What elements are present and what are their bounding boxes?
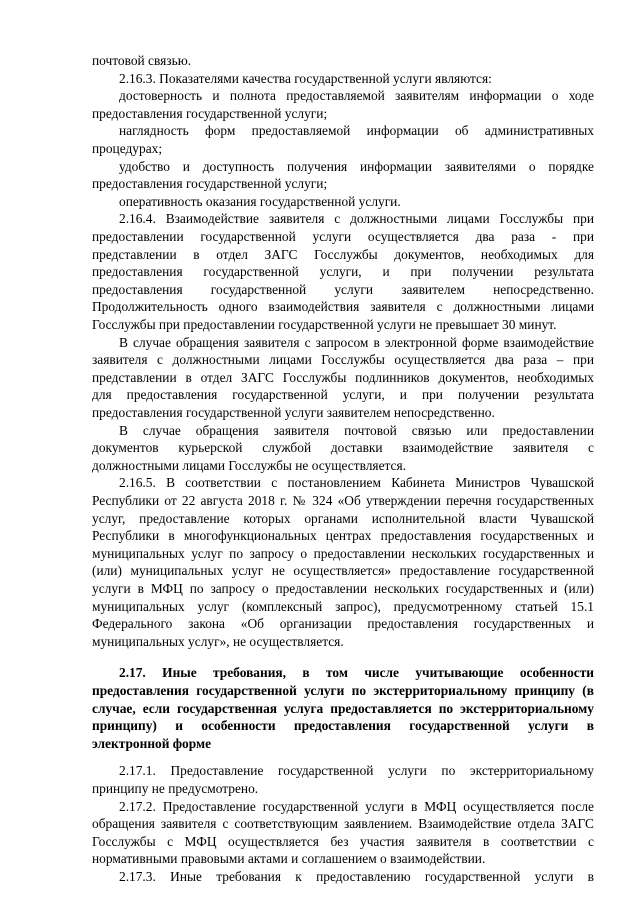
text-line: 2.16.5. В соответствии с постановлением Кабинета Министров Чувашской — [119, 475, 594, 491]
text-line: предоставления государственной услуги; — [92, 176, 328, 192]
text-line: 2.17.1. Предоставление государственной услуги по экстерриториальному — [119, 763, 594, 779]
section-heading-line: предоставления государственной услуги по экстерриториальному принципу (в — [92, 683, 594, 698]
text-line: Госслужбы с МФЦ осуществляется без участия заявителя в соответствии с — [92, 833, 594, 849]
text-line: Продолжительность одного взаимодействия заявителя с должностными лицами — [92, 299, 594, 315]
text-line: почтовой связью. — [92, 53, 192, 68]
text-line: предоставлении государственной услуги осуществляется два раза - при — [92, 229, 594, 244]
section-heading-line: принципу) и особенности предоставления государственной услуги в — [92, 718, 594, 734]
text-line: 2.16.3. Показателями качества государственной услуги являются: — [119, 70, 492, 86]
text-line: (или) муниципальных услуг не осуществляется» предоставление государственной — [92, 563, 594, 579]
text-line: Республики в многофункциональных центрах предоставления государственных и — [92, 528, 594, 544]
section-heading-line: электронной форме — [92, 735, 212, 751]
text-line: 2.17.3. Иные требования к предоставлению государственной услуги в — [119, 869, 594, 884]
text-line: предоставления государственной услуги, и при получении результата — [92, 264, 594, 280]
text-line: Республики от 22 августа 2018 г. № 324 «Об утверждении перечня государственных — [92, 493, 594, 508]
text-line: предоставления государственной услуги заявителем непосредственно. — [92, 281, 594, 297]
text-line: 2.17.2. Предоставление государственной услуги в МФЦ осуществляется после — [119, 798, 594, 814]
text-line: оперативность оказания государственной услуги. — [119, 193, 401, 209]
text-line: услуги в МФЦ по запросу о предоставлении нескольких государственных и (или) — [92, 581, 594, 596]
text-line: представлении в отдел ЗАГС Госслужбы подлинников документов, необходимых — [92, 369, 594, 385]
text-line: В случае обращения заявителя с запросом в электронной форме взаимодействие — [119, 334, 594, 350]
text-line: предоставления государственной услуги заявителем непосредственно. — [92, 405, 495, 420]
text-line: муниципальных услуг», не осуществляется. — [92, 633, 344, 649]
text-line: 2.16.4. Взаимодействие заявителя с должностными лицами Госслужбы при — [119, 211, 594, 227]
text-line: достоверность и полнота предоставляемой заявителям информации о ходе — [119, 88, 594, 104]
text-line: Федерального закона «Об организации предоставления государственных и — [92, 616, 594, 632]
text-line: В случае обращения заявителя почтовой связью или предоставлении — [119, 422, 594, 438]
text-line: муниципальных услуг по запросу о предоставлении нескольких государственных и — [92, 545, 594, 561]
text-line: заявителя с должностными лицами Госслужбы осуществляется два раза – при — [92, 352, 594, 368]
text-line: обращения заявителя с соответствующим заявлением. Взаимодействие отдела ЗАГС — [92, 816, 594, 832]
text-line: удобство и доступность получения информации заявителями о порядке — [119, 158, 594, 174]
text-line: представлении в отдел ЗАГС Госслужбы документов, необходимых для — [92, 246, 594, 262]
section-heading-line: 2.17. Иные требования, в том числе учитывающие особенности — [119, 665, 594, 681]
text-line: муниципальных услуг (комплексный запрос), предусмотренному статьей 15.1 — [92, 598, 594, 614]
text-line: процедурах; — [92, 141, 163, 156]
text-line: Госслужбы при предоставлении государственной услуги не превышает 30 минут. — [92, 317, 557, 332]
text-line: документов курьерской службой доставки взаимодействие заявителя с — [92, 440, 594, 456]
text-line: для предоставления государственной услуги, и при получении результата — [92, 387, 594, 403]
section-heading-line: случае, если государственная услуга предоставляется по экстерриториальному — [92, 700, 594, 716]
text-line: должностными лицами Госслужбы не осуществляется. — [92, 457, 406, 473]
text-line: принципу не предусмотрено. — [92, 781, 259, 796]
text-line: услуг, предоставление которых органами исполнительной власти Чувашской — [92, 510, 594, 526]
text-line: предоставления государственной услуги; — [92, 105, 328, 121]
text-line: наглядность форм предоставляемой информации об административных — [119, 123, 594, 139]
text-line: нормативными правовыми актами и соглашением о взаимодействии. — [92, 851, 486, 867]
